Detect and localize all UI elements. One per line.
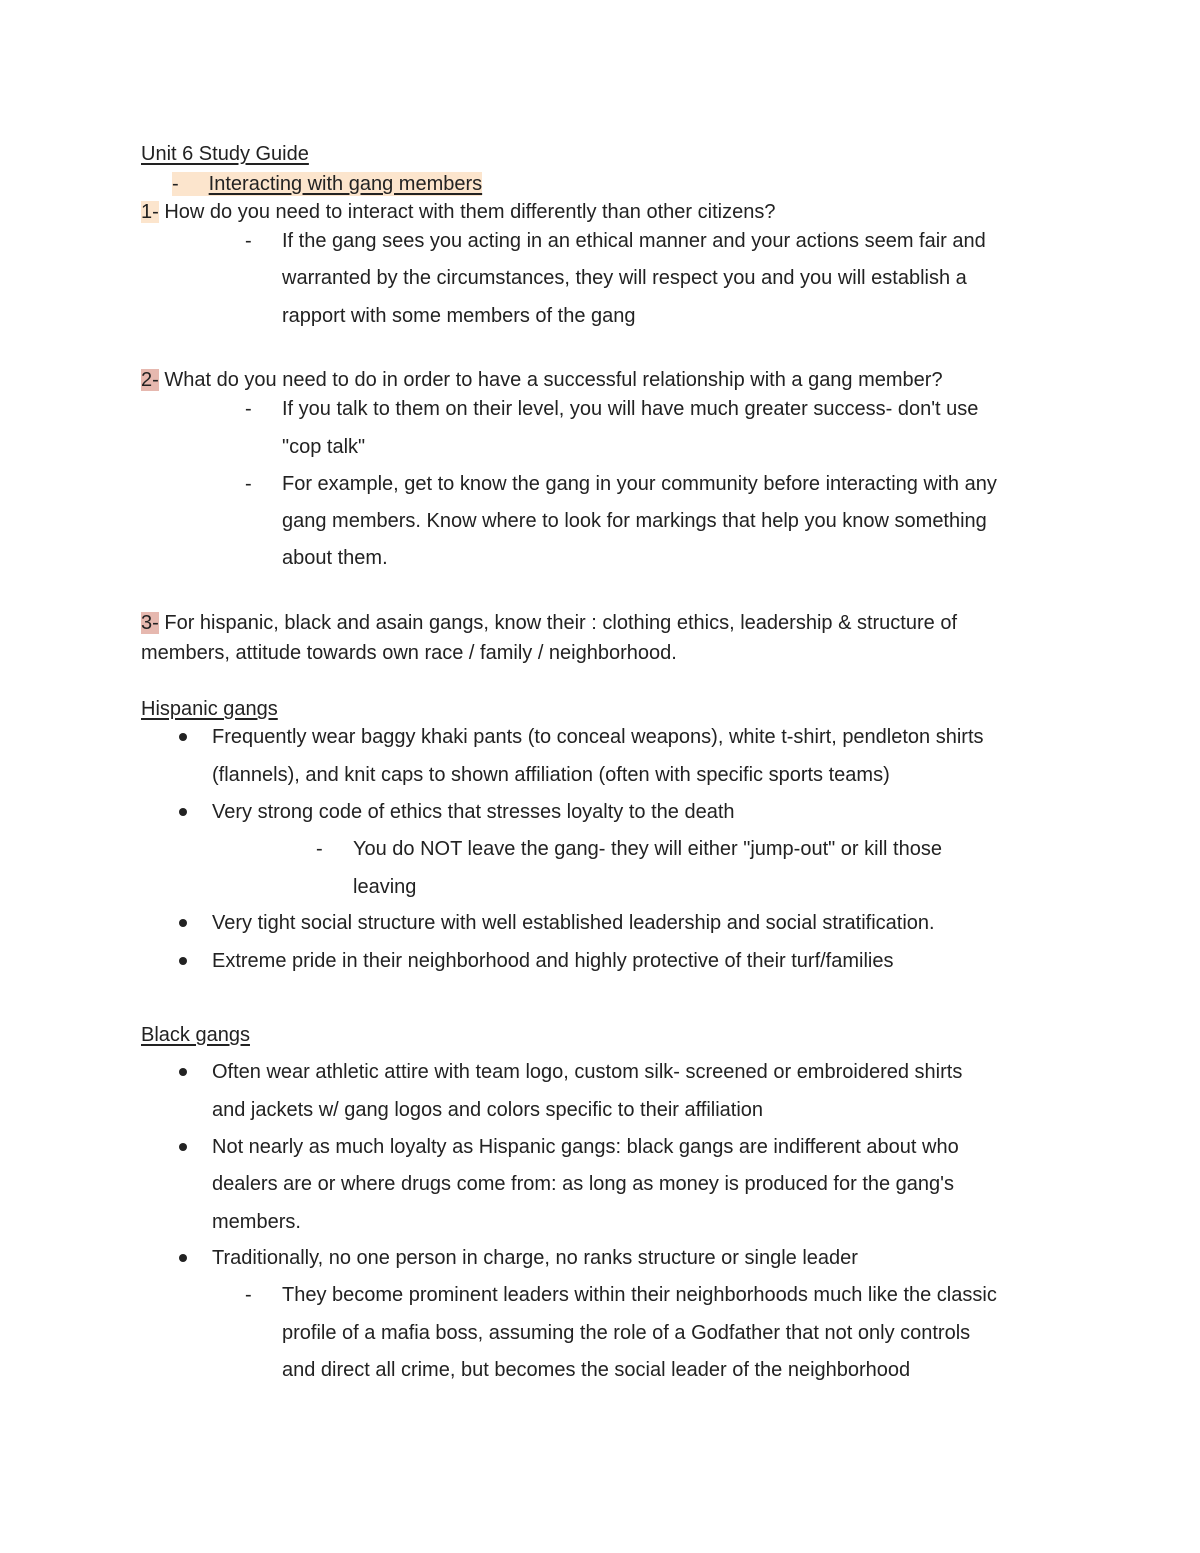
black-bullet-1-line-2: and jackets w/ gang logos and colors specific to their affiliation [212, 1099, 764, 1121]
black-sub-line-1: They become prominent leaders within their neighborhoods much like the classic [282, 1284, 997, 1306]
hispanic-bullet-3: Very tight social structure with well established leadership and social stratification. [212, 912, 935, 934]
answer-2b-line-3: about them. [282, 547, 388, 569]
topic-dash: - [172, 173, 179, 195]
bullet-icon [179, 919, 187, 927]
question-3 [141, 611, 957, 635]
black-bullet-2-line-2: dealers are or where drugs come from: as long as money is produced for the gang's [212, 1173, 954, 1195]
question-2-text: What do you need to do in order to have a successful relationship with a gang member? [158, 369, 943, 391]
document-title: Unit 6 Study Guide [141, 143, 309, 165]
black-bullet-3: Traditionally, no one person in charge, no ranks structure or single leader [212, 1247, 858, 1269]
hispanic-sub-line-1: You do NOT leave the gang- they will either "jump-out" or kill those [353, 838, 942, 860]
answer-1-line-1: If the gang sees you acting in an ethical manner and your actions seem fair and [282, 230, 986, 252]
bullet-icon [179, 1254, 187, 1262]
question-3-text: For hispanic, black and asain gangs, know their : clothing ethics, leadership & structure of [158, 612, 957, 634]
answer-2b-line-1: For example, get to know the gang in your community before interacting with any [282, 473, 997, 495]
topic-line [172, 172, 482, 196]
bullet-icon [179, 808, 187, 816]
black-sub-line-3: and direct all crime, but becomes the social leader of the neighborhood [282, 1359, 911, 1381]
bullet-icon [179, 1068, 187, 1076]
black-sub-line-2: profile of a mafia boss, assuming the role of a Godfather that not only controls [282, 1322, 971, 1344]
hispanic-bullet-4: Extreme pride in their neighborhood and highly protective of their turf/families [212, 950, 894, 972]
bullet-icon [179, 1143, 187, 1151]
bullet-icon [179, 733, 187, 741]
question-1 [141, 200, 775, 224]
answer-1-line-2: warranted by the circumstances, they will respect you and you will establish a [282, 267, 967, 289]
answer-1-line-3: rapport with some members of the gang [282, 305, 636, 327]
hispanic-sub-line-2: leaving [353, 876, 417, 898]
dash-marker: - [245, 473, 252, 495]
black-heading: Black gangs [141, 1024, 250, 1046]
question-3-line-2: members, attitude towards own race / family / neighborhood. [141, 642, 677, 664]
dash-marker: - [245, 230, 252, 252]
hispanic-bullet-1-line-1: Frequently wear baggy khaki pants (to conceal weapons), white t-shirt, pendleton shirts [212, 726, 984, 748]
hispanic-heading: Hispanic gangs [141, 698, 278, 720]
hispanic-bullet-1-line-2: (flannels), and knit caps to shown affiliation (often with specific sports teams) [212, 764, 890, 786]
answer-2a-line-2: "cop talk" [282, 436, 366, 458]
answer-2b-line-2: gang members. Know where to look for markings that help you know something [282, 510, 987, 532]
question-1-text: How do you need to interact with them differently than other citizens? [158, 201, 776, 223]
topic-label: Interacting with gang members [208, 173, 483, 195]
dash-marker: - [316, 838, 323, 860]
hispanic-bullet-2: Very strong code of ethics that stresses loyalty to the death [212, 801, 735, 823]
dash-marker: - [245, 1284, 252, 1306]
question-2-number: 2- [141, 369, 159, 391]
dash-marker: - [245, 398, 252, 420]
black-bullet-1-line-1: Often wear athletic attire with team logo, custom silk- screened or embroidered shirts [212, 1061, 963, 1083]
black-bullet-2-line-1: Not nearly as much loyalty as Hispanic gangs: black gangs are indifferent about who [212, 1136, 959, 1158]
question-2 [141, 368, 943, 392]
question-1-number: 1- [141, 201, 159, 223]
answer-2a-line-1: If you talk to them on their level, you will have much greater success- don't use [282, 398, 979, 420]
question-3-number: 3- [141, 612, 159, 634]
bullet-icon [179, 957, 187, 965]
black-bullet-2-line-3: members. [212, 1211, 301, 1233]
